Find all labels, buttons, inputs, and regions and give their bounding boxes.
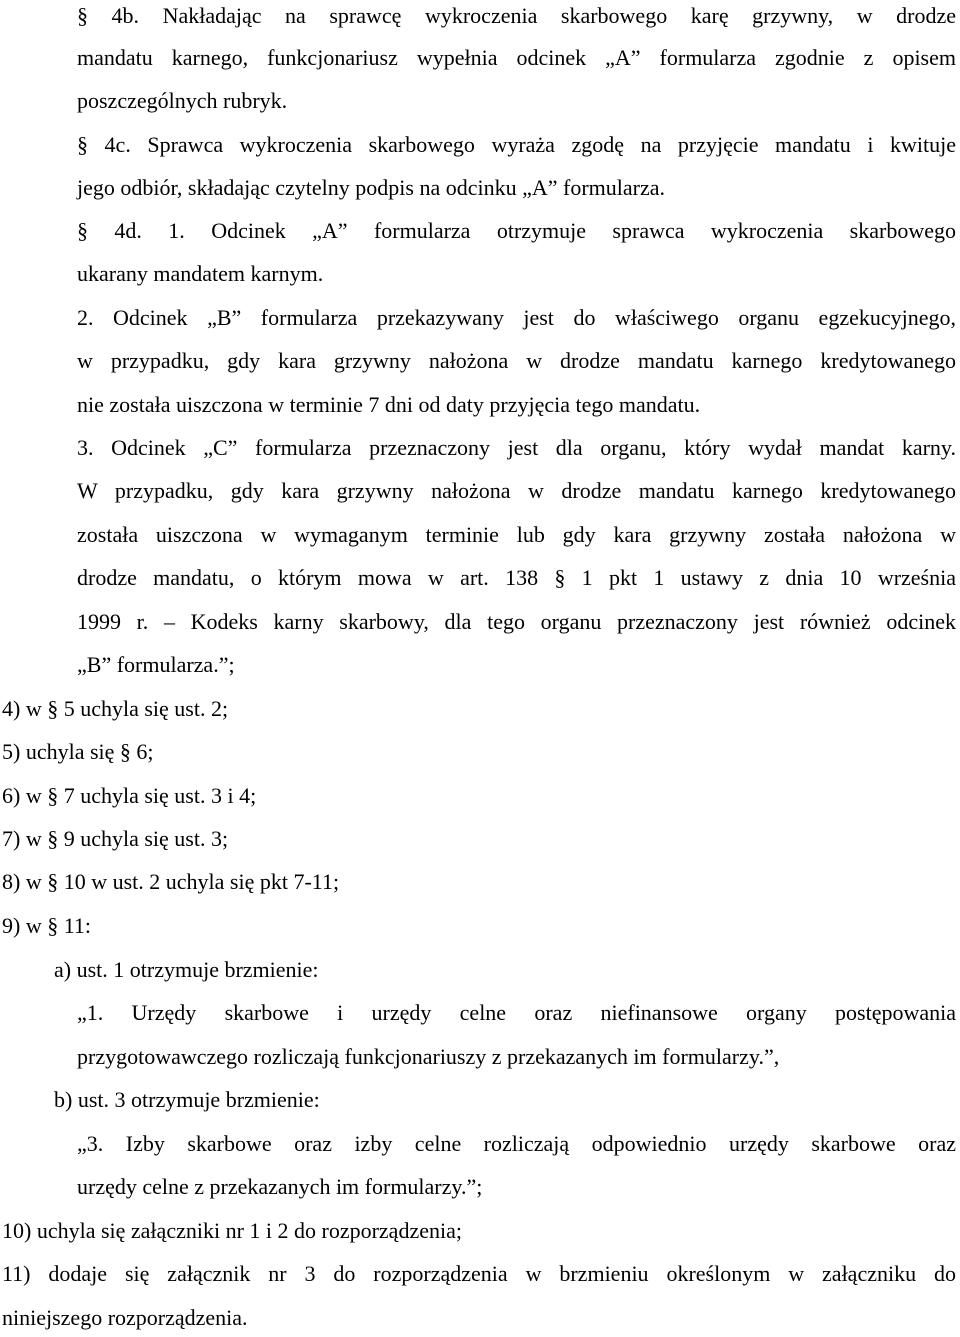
amendment-point-11-line-1: 11) dodaje się załącznik nr 3 do rozporządzenia w brzmieniu określonym w załączniku do [2, 1261, 956, 1286]
paragraph-4d-3-line-6: „B” formularza.”; [77, 652, 235, 677]
quoted-ust-1-line-1: „1. Urzędy skarbowe i urzędy celne oraz niefinansowe organy postępowania [77, 1000, 956, 1025]
paragraph-4b-line-2: mandatu karnego, funkcjonariusz wypełnia odcinek „A” formularza zgodnie z opisem [77, 45, 956, 70]
paragraph-4d-1-line-2: ukarany mandatem karnym. [77, 261, 324, 286]
amendment-point-8: 8) w § 10 w ust. 2 uchyla się pkt 7-11; [2, 869, 340, 894]
paragraph-4d-3-line-1: 3. Odcinek „C” formularza przeznaczony jest dla organu, który wydał mandat karny. [77, 435, 956, 460]
quoted-ust-1-line-2: przygotowawczego rozliczają funkcjonariuszy z przekazanych im formularzy.”, [77, 1044, 780, 1069]
paragraph-4b-line-3: poszczególnych rubryk. [77, 88, 288, 113]
paragraph-4d-3-line-3: została uiszczona w wymaganym terminie lub gdy kara grzywny została nałożona w [77, 522, 956, 547]
paragraph-4c-line-2: jego odbiór, składając czytelny podpis na odcinku „A” formularza. [77, 175, 666, 200]
paragraph-4d-2-line-1: 2. Odcinek „B” formularza przekazywany jest do właściwego organu egzekucyjnego, [77, 305, 956, 330]
paragraph-4d-3-line-5: 1999 r. – Kodeks karny skarbowy, dla tego organu przeznaczony jest również odcinek [77, 609, 956, 634]
amendment-point-9a: a) ust. 1 otrzymuje brzmienie: [54, 957, 319, 982]
amendment-point-10: 10) uchyla się załączniki nr 1 i 2 do rozporządzenia; [2, 1218, 462, 1243]
paragraph-4d-2-line-2: w przypadku, gdy kara grzywny nałożona w drodze mandatu karnego kredytowanego [77, 348, 956, 373]
paragraph-4d-3-line-4: drodze mandatu, o którym mowa w art. 138 § 1 pkt 1 ustawy z dnia 10 września [77, 565, 956, 590]
paragraph-4d-2-line-3: nie została uiszczona w terminie 7 dni od daty przyjęcia tego mandatu. [77, 392, 701, 417]
amendment-point-6: 6) w § 7 uchyla się ust. 3 i 4; [2, 783, 257, 808]
amendment-point-4: 4) w § 5 uchyla się ust. 2; [2, 696, 229, 721]
amendment-point-11-line-2: niniejszego rozporządzenia. [2, 1305, 248, 1330]
amendment-point-7: 7) w § 9 uchyla się ust. 3; [2, 826, 229, 851]
amendment-point-9: 9) w § 11: [2, 913, 92, 938]
quoted-ust-3-line-1: „3. Izby skarbowe oraz izby celne rozliczają odpowiednio urzędy skarbowe oraz [77, 1131, 956, 1156]
paragraph-4b-line-1: § 4b. Nakładając na sprawcę wykroczenia skarbowego karę grzywny, w drodze [77, 3, 956, 28]
paragraph-4d-1-line-1: § 4d. 1. Odcinek „A” formularza otrzymuje sprawca wykroczenia skarbowego [77, 218, 956, 243]
amendment-point-9b: b) ust. 3 otrzymuje brzmienie: [54, 1087, 320, 1112]
paragraph-4d-3-line-2: W przypadku, gdy kara grzywny nałożona w drodze mandatu karnego kredytowanego [77, 478, 956, 503]
paragraph-4c-line-1: § 4c. Sprawca wykroczenia skarbowego wyraża zgodę na przyjęcie mandatu i kwituje [77, 132, 956, 157]
amendment-point-5: 5) uchyla się § 6; [2, 739, 154, 764]
quoted-ust-3-line-2: urzędy celne z przekazanych im formularzy.”; [77, 1174, 483, 1199]
